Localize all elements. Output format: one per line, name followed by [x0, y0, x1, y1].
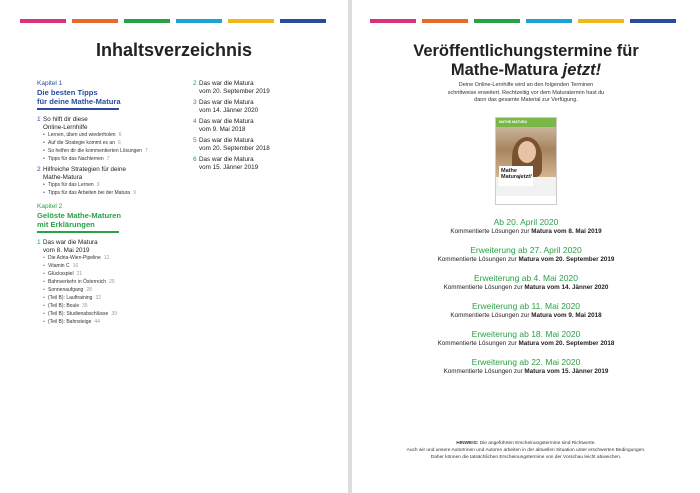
- schedule-date: Erweiterung ab 22. Mai 2020: [471, 357, 581, 367]
- toc-title: Inhaltsverzeichnis: [95, 40, 253, 60]
- section-title-line: vom 20. September 2018: [199, 144, 270, 152]
- toc-subentry[interactable]: • Lernen, üben und wiederholen 6: [43, 132, 122, 138]
- page-number: 32: [95, 295, 102, 301]
- page-number: 6: [118, 132, 122, 138]
- subentry-text: So helfen dir die kommentierten Lösungen: [48, 148, 142, 154]
- toc-section[interactable]: [193, 137, 333, 152]
- section-title-line: vom 20. September 2019: [199, 87, 270, 95]
- page-number: 12: [103, 255, 110, 261]
- toc-subentry[interactable]: • (Teil B): Boule 35: [43, 303, 88, 309]
- chapter-title-line: mit Erklärungen: [37, 220, 95, 229]
- intro-line: Deine Online-Lernhilfe wird an den folgenden Terminen: [458, 82, 594, 88]
- schedule-exam: Matura vom 20. September 2019: [518, 256, 615, 263]
- page-number: 28: [86, 287, 92, 293]
- cover-title-line: [501, 174, 532, 180]
- page-number: 16: [72, 263, 79, 269]
- schedule-description: [352, 256, 700, 264]
- subentry-text: (Teil B): Studienabschlüsse: [48, 311, 109, 317]
- schedule-exam: Matura vom 15. Jänner 2019: [524, 368, 609, 375]
- schedule-date: Erweiterung ab 27. April 2020: [470, 245, 582, 255]
- color-stripe: [370, 19, 676, 23]
- page-number: 21: [76, 271, 83, 277]
- toc-subentry[interactable]: • Tipps für das Lernen 9: [43, 182, 100, 188]
- section-title-line: Online-Lernhilfe: [43, 123, 88, 131]
- color-stripe: [20, 19, 326, 23]
- section-number: 5: [193, 137, 197, 144]
- subentry-text: Tipps für das Lernen: [48, 182, 94, 188]
- page-number: 39: [111, 311, 117, 317]
- release-schedule: [352, 217, 700, 385]
- section-title: [43, 116, 187, 131]
- section-title: [43, 166, 187, 181]
- subentry-text: Lernen, üben und wiederholen: [48, 132, 116, 138]
- toc-subentry[interactable]: • (Teil B): Studienabschlüsse 39: [43, 311, 117, 317]
- subentry-text: Auf die Strategie kommt es an: [48, 140, 115, 146]
- chapter-label: Kapitel 2: [37, 203, 63, 210]
- cover-band-text: MATHE MATURA: [499, 120, 528, 124]
- section-title-line: Das war die Matura: [199, 80, 254, 87]
- section-title-line: vom 15. Jänner 2019: [199, 163, 259, 171]
- subentry-text: Tipps für das Arbeiten bei der Matura: [48, 190, 131, 196]
- schedule-date: Erweiterung ab 11. Mai 2020: [471, 301, 581, 311]
- chapter-title[interactable]: [37, 88, 187, 106]
- section-number: 4: [193, 118, 197, 125]
- stripe-segment: [630, 19, 676, 23]
- subentry-text: Bahnverkehr in Österreich: [48, 279, 107, 285]
- toc-subentry[interactable]: • Bahnverkehr in Österreich 25: [43, 279, 115, 285]
- schedule-item: [352, 357, 700, 376]
- section-title-line: Das war die Matura: [199, 156, 254, 163]
- cover-title-emphasis: jetzt!: [519, 174, 532, 180]
- schedule-prefix: Kommentierte Lösungen zur: [450, 228, 532, 235]
- section-title-line: Mathe-Matura: [43, 173, 83, 181]
- section-number: 2: [193, 80, 197, 87]
- toc-subentry[interactable]: • Vitamin C 16: [43, 263, 79, 269]
- intro-line: dann das gesamte Material zur Verfügung.: [474, 97, 578, 103]
- schedule-item: [352, 245, 700, 264]
- note-line: [372, 440, 680, 447]
- chapter-underline: [37, 231, 119, 233]
- toc-section[interactable]: [193, 99, 333, 114]
- toc-subentry[interactable]: • Tipps für das Nachlernen 7: [43, 156, 110, 162]
- section-title-line: So hilft dir diese: [43, 116, 88, 123]
- right-page: [352, 0, 700, 493]
- toc-column-1: [37, 80, 187, 326]
- schedule-exam: Matura vom 8. Mai 2019: [531, 228, 602, 235]
- cover-title-line: Mathe: [501, 168, 517, 174]
- section-title: [199, 80, 333, 95]
- section-title: [199, 118, 333, 133]
- schedule-prefix: Kommentierte Lösungen zur: [450, 312, 532, 319]
- schedule-prefix: Kommentierte Lösungen zur: [437, 256, 519, 263]
- section-title-line: Das war die Matura: [43, 239, 98, 246]
- stripe-segment: [72, 19, 118, 23]
- toc-subentry[interactable]: • Die Adria-Wien-Pipeline 12: [43, 255, 110, 261]
- section-title-line: Das war die Matura: [199, 99, 254, 106]
- schedule-item: [352, 301, 700, 320]
- toc-subentry[interactable]: • So helfen dir die kommentierten Lösungen 7: [43, 148, 148, 154]
- subentry-text: (Teil B): Boule: [48, 303, 80, 309]
- title-text: Mathe-Matura: [450, 61, 563, 79]
- schedule-exam: Matura vom 20. September 2018: [518, 340, 615, 347]
- schedule-item: [352, 329, 700, 348]
- book-cover-image: [495, 117, 557, 205]
- section-title-line: Das war die Matura: [199, 118, 254, 125]
- stripe-segment: [124, 19, 170, 23]
- note-line: Daher können die tatsächlichen Erscheinungstermine von der Vorschau leicht abweichen.: [430, 455, 622, 460]
- toc-section[interactable]: [193, 118, 333, 133]
- schedule-prefix: Kommentierte Lösungen zur: [437, 340, 519, 347]
- toc-subentry[interactable]: • Tipps für das Arbeiten bei der Matura 9: [43, 190, 136, 196]
- section-title-line: Das war die Matura: [199, 137, 254, 144]
- stripe-segment: [370, 19, 416, 23]
- page-number: 25: [109, 279, 115, 285]
- section-number: 1: [37, 239, 41, 246]
- section-title: [199, 156, 333, 171]
- page-number: 44: [94, 319, 100, 325]
- schedule-item: [352, 273, 700, 292]
- schedule-exam: Matura vom 9. Mai 2018: [531, 312, 602, 319]
- stripe-segment: [228, 19, 274, 23]
- cover-title-text: Matura: [501, 174, 520, 180]
- schedule-description: [352, 312, 700, 320]
- section-title: [199, 99, 333, 114]
- page-number: 6: [117, 140, 121, 146]
- toc-section[interactable]: [193, 156, 333, 171]
- intro-text: [412, 82, 640, 105]
- left-page: [0, 0, 348, 493]
- page-number: 7: [144, 148, 148, 154]
- schedule-description: [352, 340, 700, 348]
- toc-column-2: [193, 80, 333, 175]
- stripe-segment: [578, 19, 624, 23]
- title-line: Veröffentlichungstermine für: [413, 42, 639, 60]
- chapter-title-line: Die besten Tipps: [37, 88, 98, 97]
- section-title-line: vom 8. Mai 2019: [43, 246, 90, 254]
- schedule-prefix: Kommentierte Lösungen zur: [443, 284, 525, 291]
- title-line: [352, 61, 700, 80]
- schedule-date: Erweiterung ab 18. Mai 2020: [471, 329, 581, 339]
- chapter-title-line: Gelöste Mathe-Maturen: [37, 211, 121, 220]
- chapter-title[interactable]: [37, 211, 187, 229]
- page-number: 35: [82, 303, 88, 309]
- chapter-title-line: für deine Mathe-Matura: [37, 97, 121, 106]
- page-number: 9: [96, 182, 100, 188]
- note-text: Die angeführten Erscheinungstermine sind Richtwerte.: [478, 441, 596, 446]
- section-title: [43, 239, 187, 254]
- toc-subentry[interactable]: • Auf die Strategie kommt es an 6: [43, 140, 121, 146]
- chapter-label: Kapitel 1: [37, 80, 63, 87]
- section-number: 2: [37, 166, 41, 173]
- schedule-prefix: Kommentierte Lösungen zur: [443, 368, 525, 375]
- page-number: 9: [133, 190, 136, 196]
- subentry-text: (Teil B): Bahnsteige: [48, 319, 92, 325]
- section-title-line: vom 14. Jänner 2020: [199, 106, 259, 114]
- stripe-segment: [20, 19, 66, 23]
- toc-section[interactable]: [37, 116, 187, 131]
- stripe-segment: [280, 19, 326, 23]
- toc-subentry[interactable]: • Sonnenaufgang 28: [43, 287, 92, 293]
- cover-footer: [496, 196, 557, 204]
- toc-section[interactable]: [37, 166, 187, 181]
- subentry-text: (Teil B): Lauftraining: [48, 295, 93, 301]
- cover-photo-face: [518, 141, 536, 163]
- note-label: HINWEIS:: [456, 441, 479, 446]
- schedule-description: [352, 228, 700, 236]
- subentry-text: Sonnenaufgang: [48, 287, 84, 293]
- stripe-segment: [176, 19, 222, 23]
- cover-title: [501, 168, 532, 180]
- toc-section[interactable]: [193, 80, 333, 95]
- schedule-description: [352, 368, 700, 376]
- chapter-underline: [37, 108, 119, 110]
- section-number: 3: [193, 99, 197, 106]
- section-title-line: vom 9. Mai 2018: [199, 125, 246, 133]
- schedule-date: Erweiterung ab 4. Mai 2020: [474, 273, 578, 283]
- subentry-text: Glücksspiel: [48, 271, 74, 277]
- toc-subentry[interactable]: • Glücksspiel 21: [43, 271, 83, 277]
- subentry-text: Die Adria-Wien-Pipeline: [48, 255, 101, 261]
- toc-subentry[interactable]: • (Teil B): Lauftraining 32: [43, 295, 102, 301]
- subentry-text: Vitamin C: [48, 263, 70, 269]
- intro-line: schrittweise erweitert. Rechtzeitig vor dem Maturatermin hast du: [447, 89, 605, 96]
- schedule-description: [352, 284, 700, 292]
- schedule-date: Ab 20. April 2020: [493, 217, 559, 227]
- section-title: [199, 137, 333, 152]
- page-number: 7: [106, 156, 110, 162]
- toc-section[interactable]: [37, 239, 187, 254]
- subentry-text: Tipps für das Nachlernen: [48, 156, 104, 162]
- stripe-segment: [422, 19, 468, 23]
- toc-subentry[interactable]: • (Teil B): Bahnsteige 44: [43, 319, 100, 325]
- disclaimer-note: [372, 440, 680, 461]
- stripe-segment: [474, 19, 520, 23]
- note-line: Auch wir und unsere AutorInnen und Autoren arbeiten in der aktuellen Situation unter erschwerten Bedingungen.: [406, 448, 646, 453]
- title-emphasis: jetzt!: [562, 61, 602, 79]
- section-title-line: Hilfreiche Strategien für deine: [43, 166, 126, 173]
- schedule-item: [352, 217, 700, 236]
- stripe-segment: [526, 19, 572, 23]
- section-number: 6: [193, 156, 197, 163]
- schedule-title: [352, 42, 700, 80]
- section-number: 1: [37, 116, 41, 123]
- schedule-exam: Matura vom 14. Jänner 2020: [524, 284, 609, 291]
